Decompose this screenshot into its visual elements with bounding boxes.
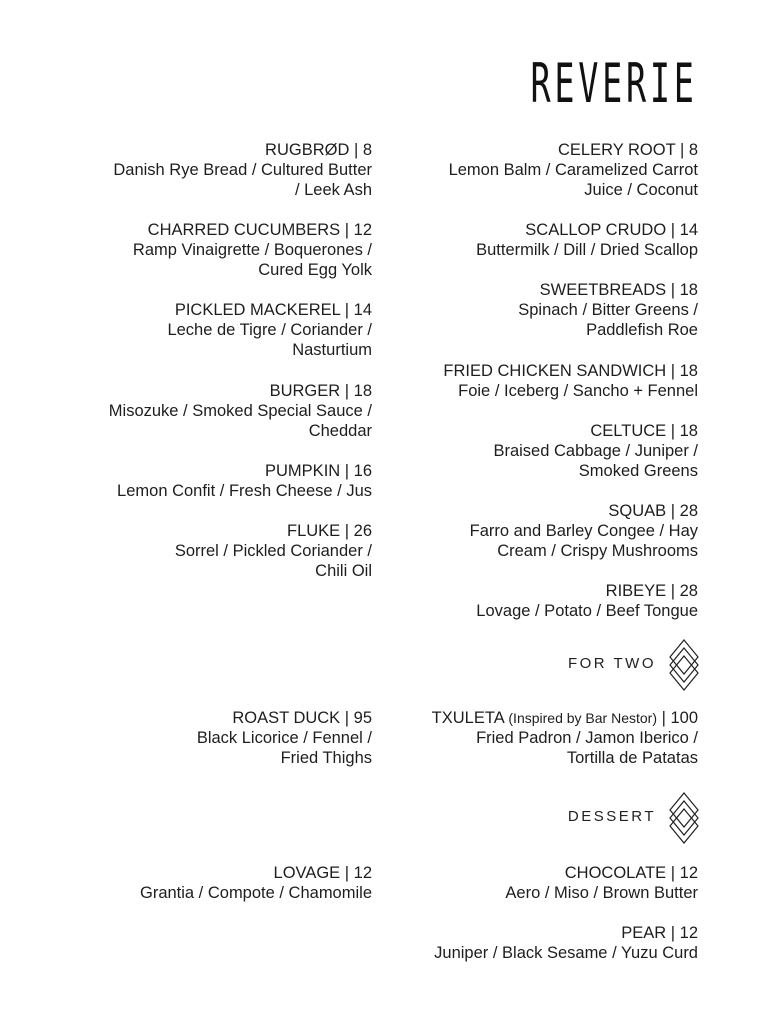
menu-item — [432, 708, 698, 769]
menu-item — [113, 140, 372, 201]
item-name: CHOCOLATE | 12 — [564, 864, 698, 882]
item-name: PEAR | 12 — [621, 924, 698, 942]
item-desc-line: Cream / Crispy Mushrooms — [497, 542, 698, 561]
diamond-emblem-icon — [669, 639, 699, 691]
item-desc-line: Buttermilk / Dill / Dried Scallop — [476, 241, 698, 260]
item-name — [432, 708, 698, 728]
menu-item — [140, 863, 372, 903]
item-desc-line: Danish Rye Bread / Cultured Butter — [113, 161, 372, 180]
item-name: SCALLOP CRUDO | 14 — [525, 221, 698, 239]
item-desc-line: Spinach / Bitter Greens / — [518, 301, 698, 320]
item-desc-line: Nasturtium — [292, 341, 372, 360]
item-desc-line: Cheddar — [308, 422, 372, 441]
item-desc-line: Farro and Barley Congee / Hay — [469, 522, 698, 541]
menu-item — [449, 140, 698, 201]
menu-item — [476, 581, 698, 621]
menu-item — [175, 521, 372, 582]
item-name: CELERY ROOT | 8 — [557, 141, 698, 159]
item-desc-line: Fried Thighs — [280, 749, 372, 768]
item-desc-line: Misozuke / Smoked Special Sauce / — [108, 402, 372, 421]
item-desc-line: Lemon Confit / Fresh Cheese / Jus — [117, 482, 372, 501]
diamond-emblem-icon — [669, 792, 699, 844]
item-name: PICKLED MACKEREL | 14 — [174, 301, 372, 319]
item-desc-line: Leche de Tigre / Coriander / — [167, 321, 372, 340]
item-desc-line: Lemon Balm / Caramelized Carrot — [448, 161, 698, 180]
item-desc-line: Fried Padron / Jamon Iberico / — [476, 729, 698, 748]
menu-item — [117, 461, 372, 501]
item-name-main: TXULETA — [431, 709, 504, 727]
section-heading-for-two: FOR TWO — [567, 655, 656, 672]
item-desc-line: Grantia / Compote / Chamomile — [139, 884, 372, 903]
item-desc-line: / Leek Ash — [294, 181, 372, 200]
menu-item — [518, 280, 698, 341]
item-name: SWEETBREADS | 18 — [539, 281, 698, 299]
item-desc-line: Smoked Greens — [578, 462, 698, 481]
item-name: SQUAB | 28 — [608, 502, 698, 520]
item-name: RUGBRØD | 8 — [265, 141, 372, 159]
item-desc-line: Juice / Coconut — [584, 181, 698, 200]
item-desc-line: Black Licorice / Fennel / — [196, 729, 372, 748]
item-desc-line: Braised Cabbage / Juniper / — [493, 442, 698, 461]
menu-item — [434, 923, 698, 963]
menu-item — [443, 361, 698, 401]
item-desc-line: Chili Oil — [315, 562, 372, 581]
menu-item — [109, 381, 372, 442]
menu-item — [167, 300, 372, 361]
section-heading-dessert: DESSERT — [567, 808, 656, 825]
item-desc-line: Tortilla de Patatas — [566, 749, 698, 768]
item-name: BURGER | 18 — [269, 382, 372, 400]
item-desc-line: Sorrel / Pickled Coriander / — [174, 542, 372, 561]
item-desc-line: Lovage / Potato / Beef Tongue — [476, 602, 698, 621]
item-name-price: | 100 — [661, 709, 698, 727]
menu-item — [505, 863, 698, 903]
item-desc-line: Ramp Vinaigrette / Boquerones / — [132, 241, 372, 260]
menu-item — [493, 421, 698, 482]
item-desc-line: Paddlefish Roe — [586, 321, 698, 340]
restaurant-logo: REVERIE — [530, 52, 698, 115]
menu-item — [197, 708, 372, 769]
item-name: ROAST DUCK | 95 — [232, 709, 372, 727]
item-desc-line: Aero / Miso / Brown Butter — [505, 884, 698, 903]
item-desc-line: Juniper / Black Sesame / Yuzu Curd — [434, 944, 698, 963]
item-name: FLUKE | 26 — [287, 522, 372, 540]
item-name: PUMPKIN | 16 — [265, 462, 372, 480]
item-desc-line: Cured Egg Yolk — [258, 261, 372, 280]
item-desc-line: Foie / Iceberg / Sancho + Fennel — [458, 382, 698, 401]
item-name: LOVAGE | 12 — [273, 864, 372, 882]
item-name: FRIED CHICKEN SANDWICH | 18 — [443, 362, 698, 380]
item-name: RIBEYE | 28 — [605, 582, 698, 600]
item-name: CHARRED CUCUMBERS | 12 — [147, 221, 372, 239]
menu-item — [133, 220, 372, 281]
menu-item — [470, 501, 698, 562]
item-name-note: (Inspired by Bar Nestor) — [508, 710, 657, 726]
item-name: CELTUCE | 18 — [590, 422, 698, 440]
menu-item — [476, 220, 698, 260]
